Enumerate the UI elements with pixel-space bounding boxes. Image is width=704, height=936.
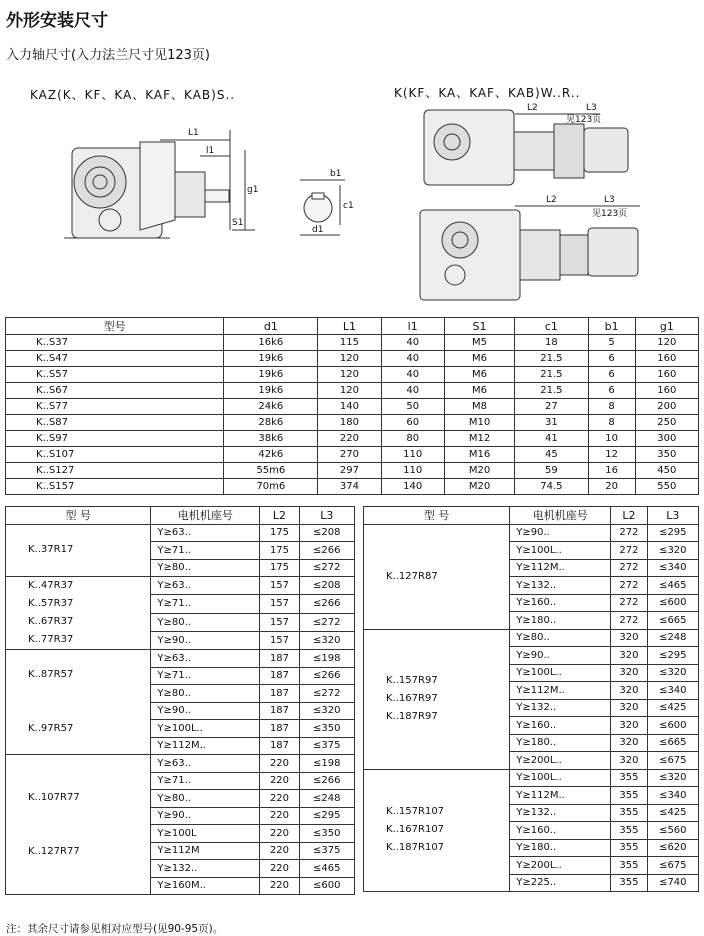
table-cell: Y≥63..	[151, 524, 260, 542]
r-series-table-right	[363, 506, 699, 892]
table-cell: 21.5	[515, 351, 588, 367]
table-cell: 8	[588, 399, 635, 415]
table-header: 型号	[6, 318, 224, 335]
table-cell: K..S57	[6, 367, 224, 383]
table-cell: Y≥71..	[151, 595, 260, 613]
table-cell: Y≥80..	[151, 790, 260, 808]
table-cell: Y≥225..	[510, 874, 611, 892]
table-cell: Y≥71..	[151, 542, 260, 560]
model-name: K..187R107	[386, 842, 445, 854]
table-cell: 21.5	[515, 367, 588, 383]
table-cell: 31	[515, 415, 588, 431]
table-cell: 175	[260, 524, 299, 542]
table-cell: Y≥180..	[510, 839, 611, 857]
table-cell: Y≥132..	[510, 577, 611, 595]
model-name: K..97R57	[28, 723, 74, 734]
table-cell: 50	[381, 399, 444, 415]
table-cell: ≤465	[299, 860, 354, 878]
table-cell: 220	[260, 807, 299, 825]
table-cell: M20	[444, 479, 514, 495]
model-name: K..57R37	[28, 598, 74, 609]
table-cell: K..S67	[6, 383, 224, 399]
label-l1: l1	[206, 146, 215, 156]
table-cell: Y≥112M..	[510, 559, 611, 577]
table-cell: ≤295	[647, 647, 698, 665]
table-cell: K..S37	[6, 335, 224, 351]
table-row	[6, 335, 699, 351]
table-cell: ≤665	[647, 612, 698, 630]
left-figure-caption: KAZ(K、KF、KA、KAF、KAB)S..	[30, 88, 236, 102]
model-name: K..107R77	[28, 791, 80, 803]
table-cell: ≤600	[647, 717, 698, 735]
table-cell: Y≥132..	[510, 699, 611, 717]
table-cell: ≤272	[299, 685, 354, 703]
table-cell: Y≥200L..	[510, 857, 611, 875]
table-cell: K..S77	[6, 399, 224, 415]
table-cell: Y≥100L..	[510, 542, 611, 560]
table-row	[6, 577, 355, 595]
table-cell: Y≥112M..	[151, 737, 260, 755]
table-cell: ≤272	[299, 613, 354, 631]
table-cell: 320	[611, 664, 647, 682]
table-row	[6, 383, 699, 399]
table-header: S1	[444, 318, 514, 335]
table-cell: 140	[381, 479, 444, 495]
table-cell: M10	[444, 415, 514, 431]
table-cell: 272	[611, 577, 647, 595]
table-cell: 74.5	[515, 479, 588, 495]
table-header: L3	[647, 507, 698, 525]
table-cell: ≤350	[299, 720, 354, 738]
table-cell: Y≥80..	[151, 559, 260, 577]
table-cell: ≤272	[299, 559, 354, 577]
model-cell	[364, 629, 510, 769]
table-cell: ≤266	[299, 772, 354, 790]
table-cell: M12	[444, 431, 514, 447]
table-cell: Y≥132..	[151, 860, 260, 878]
table-cell: 6	[588, 383, 635, 399]
table-header: l1	[381, 318, 444, 335]
table-cell: ≤208	[299, 524, 354, 542]
table-header: 电机机座号	[151, 507, 260, 525]
table-cell: M5	[444, 335, 514, 351]
table-cell: 272	[611, 594, 647, 612]
table-cell: ≤198	[299, 755, 354, 773]
table-cell: 220	[260, 877, 299, 895]
table-cell: Y≥80..	[151, 685, 260, 703]
table-cell: 272	[611, 612, 647, 630]
table-row	[6, 524, 355, 542]
table-cell: 220	[260, 755, 299, 773]
input-shaft-table	[5, 317, 699, 495]
table-header: g1	[635, 318, 698, 335]
table-row	[364, 629, 699, 647]
label-b1: b1	[330, 169, 342, 179]
model-name: K..37R17	[28, 544, 74, 556]
table-cell: Y≥63..	[151, 650, 260, 668]
table-cell: 350	[635, 447, 698, 463]
table-cell: 120	[318, 367, 381, 383]
model-name: K..187R97	[386, 711, 438, 722]
table-row	[6, 650, 355, 668]
model-name	[28, 807, 150, 825]
table-cell: 187	[260, 720, 299, 738]
table-cell: 20	[588, 479, 635, 495]
table-cell: 19k6	[224, 367, 318, 383]
table-cell: M6	[444, 367, 514, 383]
label-c1: c1	[343, 201, 354, 211]
table-cell: K..S47	[6, 351, 224, 367]
table-header: L2	[260, 507, 299, 525]
table-cell: 180	[318, 415, 381, 431]
table-cell: 175	[260, 542, 299, 560]
model-name: K..157R97	[386, 675, 438, 686]
model-name: K..87R57	[28, 669, 74, 680]
table-cell: 187	[260, 667, 299, 685]
table-cell: 16k6	[224, 335, 318, 351]
model-cell	[6, 524, 151, 577]
table-cell: Y≥100L	[151, 825, 260, 843]
table-cell: Y≥90..	[151, 631, 260, 649]
table-cell: Y≥63..	[151, 755, 260, 773]
table-cell: 272	[611, 559, 647, 577]
table-cell: 374	[318, 479, 381, 495]
table-cell: Y≥80..	[510, 629, 611, 647]
table-cell: Y≥90..	[151, 702, 260, 720]
table-cell: ≤375	[299, 737, 354, 755]
table-cell: 40	[381, 383, 444, 399]
label-L3-top: L3	[586, 103, 597, 113]
table-cell: ≤208	[299, 577, 354, 595]
table-cell: Y≥160..	[510, 822, 611, 840]
table-cell: ≤665	[647, 734, 698, 752]
table-cell: 270	[318, 447, 381, 463]
table-cell: Y≥100L..	[510, 769, 611, 787]
table-cell: ≤266	[299, 595, 354, 613]
table-cell: 60	[381, 415, 444, 431]
table-cell: ≤198	[299, 650, 354, 668]
table-row	[364, 524, 699, 542]
table-cell: ≤425	[647, 804, 698, 822]
table-cell: Y≥112M	[151, 842, 260, 860]
table-cell: ≤340	[647, 559, 698, 577]
table-cell: ≤340	[647, 682, 698, 700]
table-cell: Y≥112M..	[510, 787, 611, 805]
model-name	[28, 702, 150, 720]
model-name: K..157R107	[386, 806, 445, 818]
table-cell: 157	[260, 595, 299, 613]
table-cell: 140	[318, 399, 381, 415]
table-cell: Y≥160M..	[151, 877, 260, 895]
table-cell: Y≥112M..	[510, 682, 611, 700]
table-cell: M16	[444, 447, 514, 463]
model-name: K..67R37	[28, 616, 74, 627]
table-cell: ≤740	[647, 874, 698, 892]
table-cell: ≤320	[299, 702, 354, 720]
table-cell: ≤295	[299, 807, 354, 825]
table-cell: 320	[611, 752, 647, 770]
table-cell: 355	[611, 804, 647, 822]
table-cell: 157	[260, 631, 299, 649]
table-cell: K..S127	[6, 463, 224, 479]
table-cell: 59	[515, 463, 588, 479]
table-cell: 272	[611, 524, 647, 542]
model-name: K..77R37	[28, 634, 74, 645]
table-cell: 187	[260, 650, 299, 668]
table-header: 电机机座号	[510, 507, 611, 525]
table-cell: K..S157	[6, 479, 224, 495]
model-cell	[364, 769, 510, 892]
table-header: L1	[318, 318, 381, 335]
table-cell: 355	[611, 857, 647, 875]
table-cell: 355	[611, 822, 647, 840]
table-cell: 220	[260, 772, 299, 790]
table-cell: Y≥90..	[510, 647, 611, 665]
model-name: K..167R97	[386, 693, 438, 704]
table-cell: Y≥180..	[510, 734, 611, 752]
table-cell: M6	[444, 351, 514, 367]
table-header: 型 号	[6, 507, 151, 525]
table-cell: ≤266	[299, 667, 354, 685]
label-ref-top: 见123页	[566, 115, 602, 125]
model-name	[28, 684, 150, 702]
page-subtitle: 入力轴尺寸(入力法兰尺寸见123页)	[6, 48, 210, 63]
table-cell: 157	[260, 577, 299, 595]
table-cell: Y≥200L..	[510, 752, 611, 770]
table-cell: 40	[381, 351, 444, 367]
page-title: 外形安装尺寸	[6, 11, 108, 31]
table-cell: 40	[381, 335, 444, 351]
table-cell: Y≥71..	[151, 667, 260, 685]
table-cell: 41	[515, 431, 588, 447]
table-cell: ≤560	[647, 822, 698, 840]
model-name: K..127R77	[28, 845, 80, 857]
model-cell	[364, 524, 510, 629]
label-S1: S1	[232, 218, 244, 228]
table-cell: 272	[611, 542, 647, 560]
model-cell	[6, 650, 151, 755]
label-ref-bottom: 见123页	[592, 209, 628, 219]
model-name: K..127R87	[386, 570, 438, 582]
table-header: b1	[588, 318, 635, 335]
table-cell: 320	[611, 734, 647, 752]
table-cell: ≤320	[647, 664, 698, 682]
table-cell: 19k6	[224, 351, 318, 367]
table-row	[6, 431, 699, 447]
table-cell: 250	[635, 415, 698, 431]
table-cell: Y≥71..	[151, 772, 260, 790]
table-cell: ≤320	[647, 769, 698, 787]
table-cell: Y≥90..	[510, 524, 611, 542]
table-cell: 187	[260, 737, 299, 755]
table-cell: 220	[260, 860, 299, 878]
table-cell: ≤425	[647, 699, 698, 717]
table-cell: 160	[635, 383, 698, 399]
table-cell: ≤675	[647, 752, 698, 770]
table-cell: ≤675	[647, 857, 698, 875]
table-cell: 55m6	[224, 463, 318, 479]
table-cell: 355	[611, 769, 647, 787]
label-d1: d1	[312, 225, 324, 235]
label-L2-top: L2	[527, 103, 538, 113]
table-cell: 320	[611, 699, 647, 717]
table-cell: ≤465	[647, 577, 698, 595]
table-cell: 220	[260, 825, 299, 843]
table-cell: 297	[318, 463, 381, 479]
right-figure-caption: K(KF、KA、KAF、KAB)W..R..	[394, 86, 581, 100]
table-cell: 24k6	[224, 399, 318, 415]
table-cell: 157	[260, 613, 299, 631]
dimension-drawings	[0, 80, 704, 312]
table-header: L2	[611, 507, 647, 525]
table-cell: 16	[588, 463, 635, 479]
table-cell: 42k6	[224, 447, 318, 463]
table-cell: ≤295	[647, 524, 698, 542]
table-cell: 110	[381, 447, 444, 463]
table-cell: 220	[260, 790, 299, 808]
table-cell: ≤248	[647, 629, 698, 647]
table-cell: 320	[611, 647, 647, 665]
table-cell: 187	[260, 702, 299, 720]
table-cell: Y≥100L..	[151, 720, 260, 738]
table-cell: 355	[611, 839, 647, 857]
table-cell: 160	[635, 351, 698, 367]
table-cell: K..S107	[6, 447, 224, 463]
label-L2-bottom: L2	[546, 195, 557, 205]
table-cell: 38k6	[224, 431, 318, 447]
table-cell: K..S97	[6, 431, 224, 447]
table-row	[6, 479, 699, 495]
table-cell: 320	[611, 682, 647, 700]
label-L3-bottom: L3	[604, 195, 615, 205]
table-cell: 115	[318, 335, 381, 351]
table-cell: 21.5	[515, 383, 588, 399]
right-bottom-gearbox-drawing	[420, 206, 640, 300]
table-row	[6, 351, 699, 367]
table-cell: 12	[588, 447, 635, 463]
model-name: K..47R37	[28, 580, 74, 591]
model-name	[28, 825, 150, 843]
model-cell	[6, 577, 151, 650]
table-cell: Y≥132..	[510, 804, 611, 822]
table-cell: 355	[611, 874, 647, 892]
table-row	[6, 415, 699, 431]
label-L1: L1	[188, 128, 199, 138]
table-cell: ≤320	[299, 631, 354, 649]
table-cell: ≤620	[647, 839, 698, 857]
table-row	[364, 769, 699, 787]
table-cell: Y≥63..	[151, 577, 260, 595]
table-cell: ≤600	[647, 594, 698, 612]
table-cell: ≤340	[647, 787, 698, 805]
table-header: c1	[515, 318, 588, 335]
table-cell: K..S87	[6, 415, 224, 431]
table-cell: 27	[515, 399, 588, 415]
table-cell: ≤248	[299, 790, 354, 808]
table-cell: 120	[318, 351, 381, 367]
table-cell: 8	[588, 415, 635, 431]
model-name: K..167R107	[386, 824, 445, 836]
table-cell: Y≥180..	[510, 612, 611, 630]
table-cell: M8	[444, 399, 514, 415]
table-cell: 175	[260, 559, 299, 577]
table-cell: 110	[381, 463, 444, 479]
table-cell: 6	[588, 351, 635, 367]
table-cell: ≤375	[299, 842, 354, 860]
r-series-table-left	[5, 506, 355, 895]
table-cell: 45	[515, 447, 588, 463]
table-cell: 300	[635, 431, 698, 447]
model-cell	[6, 755, 151, 895]
table-cell: 6	[588, 367, 635, 383]
table-cell: 200	[635, 399, 698, 415]
table-cell: 28k6	[224, 415, 318, 431]
table-cell: Y≥160..	[510, 594, 611, 612]
table-cell: Y≥90..	[151, 807, 260, 825]
table-cell: 450	[635, 463, 698, 479]
label-g1: g1	[247, 185, 259, 195]
table-cell: ≤600	[299, 877, 354, 895]
table-cell: 70m6	[224, 479, 318, 495]
table-row	[6, 463, 699, 479]
table-cell: 320	[611, 629, 647, 647]
table-cell: Y≥100L..	[510, 664, 611, 682]
table-cell: ≤350	[299, 825, 354, 843]
table-cell: ≤266	[299, 542, 354, 560]
table-row	[6, 367, 699, 383]
table-cell: 120	[635, 335, 698, 351]
table-header: d1	[224, 318, 318, 335]
table-header: 型 号	[364, 507, 510, 525]
table-row	[6, 755, 355, 773]
table-row	[6, 447, 699, 463]
table-cell: 220	[260, 842, 299, 860]
table-header: L3	[299, 507, 354, 525]
table-cell: 19k6	[224, 383, 318, 399]
table-cell: 550	[635, 479, 698, 495]
table-cell: 5	[588, 335, 635, 351]
table-cell: ≤320	[647, 542, 698, 560]
table-cell: 355	[611, 787, 647, 805]
table-cell: 220	[318, 431, 381, 447]
footnote: 注：其余尺寸请参见相对应型号(见90-95页)。	[6, 923, 224, 935]
table-cell: M6	[444, 383, 514, 399]
table-cell: 80	[381, 431, 444, 447]
table-cell: 18	[515, 335, 588, 351]
table-cell: 187	[260, 685, 299, 703]
table-cell: Y≥80..	[151, 613, 260, 631]
table-cell: Y≥160..	[510, 717, 611, 735]
table-cell: 40	[381, 367, 444, 383]
table-cell: 120	[318, 383, 381, 399]
table-cell: M20	[444, 463, 514, 479]
table-cell: 320	[611, 717, 647, 735]
table-cell: 10	[588, 431, 635, 447]
table-cell: 160	[635, 367, 698, 383]
table-row	[6, 399, 699, 415]
